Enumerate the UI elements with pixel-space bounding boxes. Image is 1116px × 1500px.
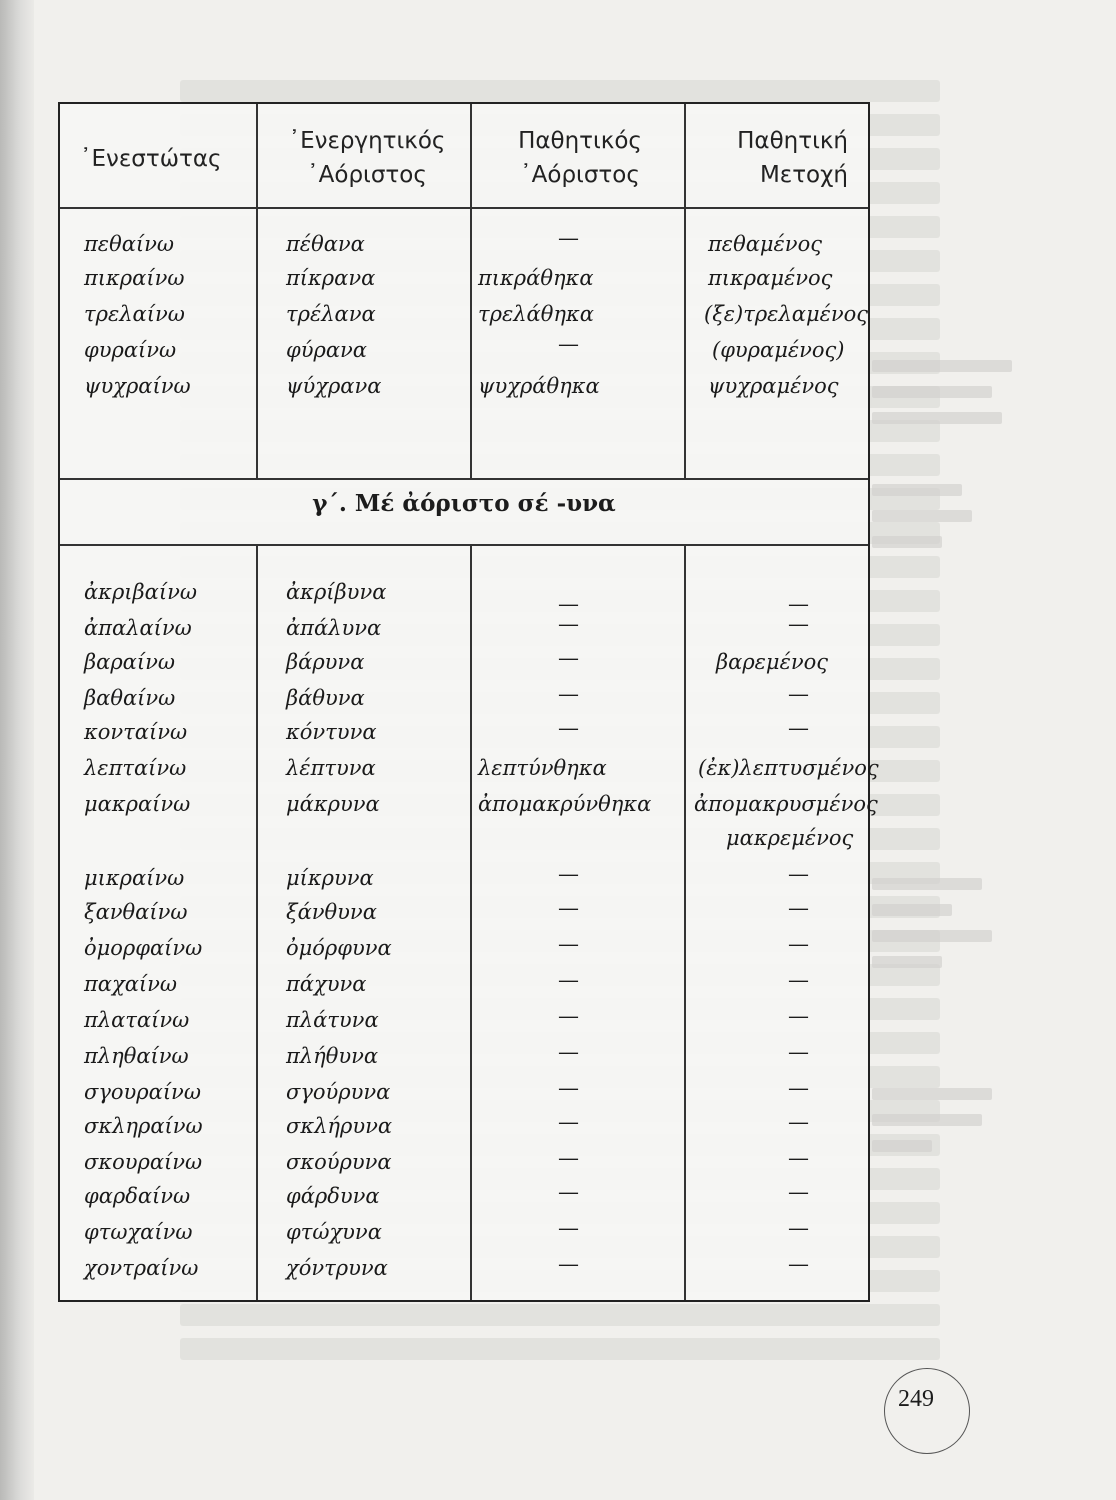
cell-active-aorist: τρέλανα xyxy=(286,302,376,326)
column-divider-1-bottom xyxy=(256,544,258,1300)
cell-passive-participle: — xyxy=(788,1110,809,1134)
cell-active-aorist: πλάτυνα xyxy=(286,1008,379,1032)
cell-active-aorist: πίκρανα xyxy=(286,266,376,290)
cell-passive-participle: — xyxy=(788,862,809,886)
cell-passive-aorist: τρελάθηκα xyxy=(478,302,594,326)
cell-active-aorist: σγούρυνα xyxy=(286,1080,391,1104)
cell-passive-participle: πικραμένος xyxy=(708,266,833,290)
cell-present: πλαταίνω xyxy=(84,1008,190,1032)
bleed-through-margin-notes xyxy=(872,360,1052,1166)
column-divider-2-bottom xyxy=(470,544,472,1300)
cell-active-aorist: κόντυνα xyxy=(286,720,377,744)
cell-active-aorist: σκλήρυνα xyxy=(286,1114,393,1138)
cell-passive-participle: — xyxy=(788,1146,809,1170)
cell-passive-participle: — xyxy=(788,716,809,740)
cell-active-aorist: χόντρυνα xyxy=(286,1256,388,1280)
cell-passive-aorist: — xyxy=(558,332,579,356)
cell-passive-participle: μακρεμένος xyxy=(726,826,854,850)
cell-passive-aorist: — xyxy=(558,968,579,992)
cell-active-aorist: σκούρυνα xyxy=(286,1150,392,1174)
cell-passive-aorist: — xyxy=(558,226,579,250)
verb-conjugation-table xyxy=(58,102,879,1302)
cell-active-aorist: πέθανα xyxy=(286,232,365,256)
cell-passive-participle: — xyxy=(788,932,809,956)
cell-present: ἀκριβαίνω xyxy=(84,580,197,604)
cell-passive-aorist: ψυχράθηκα xyxy=(478,374,600,398)
cell-present: φαρδαίνω xyxy=(84,1184,191,1208)
cell-passive-participle: — xyxy=(788,968,809,992)
cell-present: σκληραίνω xyxy=(84,1114,203,1138)
cell-passive-aorist: — xyxy=(558,1216,579,1240)
cell-present: ἀπαλαίνω xyxy=(84,616,192,640)
cell-passive-participle: — xyxy=(788,592,809,616)
header-passive-aorist: Παθητικός ᾽Αόριστος xyxy=(518,128,642,188)
cell-passive-aorist: — xyxy=(558,1180,579,1204)
cell-active-aorist: φτώχυνα xyxy=(286,1220,382,1244)
cell-present: βαραίνω xyxy=(84,650,175,674)
cell-passive-participle: — xyxy=(788,1004,809,1028)
cell-active-aorist: φύρανα xyxy=(286,338,367,362)
cell-passive-participle: πεθαμένος xyxy=(708,232,822,256)
cell-present: λεπταίνω xyxy=(84,756,187,780)
cell-active-aorist: φάρδυνα xyxy=(286,1184,380,1208)
header-present: ᾽Ενεστώτας xyxy=(80,146,222,172)
header-divider xyxy=(60,207,868,209)
cell-present: σκουραίνω xyxy=(84,1150,203,1174)
cell-passive-participle: — xyxy=(788,896,809,920)
cell-present: μικραίνω xyxy=(84,866,185,890)
cell-passive-participle: — xyxy=(788,1076,809,1100)
cell-passive-aorist: — xyxy=(558,1076,579,1100)
cell-active-aorist: ἀκρίβυνα xyxy=(286,580,387,604)
cell-present: πικραίνω xyxy=(84,266,185,290)
cell-present: πεθαίνω xyxy=(84,232,175,256)
cell-present: ὀμορφαίνω xyxy=(84,936,203,960)
cell-passive-aorist: — xyxy=(558,646,579,670)
cell-active-aorist: ἀπάλυνα xyxy=(286,616,382,640)
cell-passive-aorist: — xyxy=(558,1146,579,1170)
cell-present: σγουραίνω xyxy=(84,1080,201,1104)
cell-passive-participle: (ἐκ)λεπτυσμένος xyxy=(698,756,879,780)
cell-active-aorist: μίκρυνα xyxy=(286,866,374,890)
cell-passive-aorist: — xyxy=(558,1110,579,1134)
cell-passive-participle: (ξε)τρελαμένος xyxy=(704,302,869,326)
cell-passive-aorist: ἀπομακρύνθηκα xyxy=(478,792,652,816)
cell-passive-participle: ἀπομακρυσμένος xyxy=(694,792,878,816)
cell-passive-participle: — xyxy=(788,1216,809,1240)
cell-passive-aorist: πικράθηκα xyxy=(478,266,594,290)
column-divider-3-top xyxy=(684,104,686,478)
cell-active-aorist: μάκρυνα xyxy=(286,792,380,816)
cell-passive-aorist: — xyxy=(558,1040,579,1064)
cell-active-aorist: βάθυνα xyxy=(286,686,365,710)
cell-present: χοντραίνω xyxy=(84,1256,199,1280)
page-number: 249 xyxy=(898,1386,934,1412)
cell-passive-participle: βαρεμένος xyxy=(716,650,829,674)
cell-passive-aorist: — xyxy=(558,682,579,706)
cell-passive-aorist: — xyxy=(558,716,579,740)
cell-passive-participle: — xyxy=(788,1040,809,1064)
cell-passive-participle: (φυραμένος) xyxy=(712,338,845,362)
section-divider-top xyxy=(60,478,868,480)
cell-present: φυραίνω xyxy=(84,338,177,362)
cell-active-aorist: ψύχρανα xyxy=(286,374,382,398)
cell-passive-aorist: — xyxy=(558,862,579,886)
column-divider-1-top xyxy=(256,104,258,478)
cell-passive-aorist: — xyxy=(558,1004,579,1028)
cell-active-aorist: ὀμόρφυνα xyxy=(286,936,392,960)
cell-present: παχαίνω xyxy=(84,972,178,996)
cell-present: τρελαίνω xyxy=(84,302,185,326)
cell-active-aorist: βάρυνα xyxy=(286,650,365,674)
cell-present: πληθαίνω xyxy=(84,1044,189,1068)
column-divider-2-top xyxy=(470,104,472,478)
cell-present: κονταίνω xyxy=(84,720,188,744)
column-divider-3-bottom xyxy=(684,544,686,1300)
section-title: γ΄. Μέ ἀόριστο σέ -υνα xyxy=(312,490,616,517)
book-spine-edge xyxy=(0,0,34,1500)
cell-active-aorist: πάχυνα xyxy=(286,972,367,996)
cell-passive-aorist: — xyxy=(558,896,579,920)
cell-passive-aorist: λεπτύνθηκα xyxy=(478,756,607,780)
cell-present: ξανθαίνω xyxy=(84,900,188,924)
cell-passive-aorist: — xyxy=(558,1252,579,1276)
cell-present: ψυχραίνω xyxy=(84,374,191,398)
cell-passive-aorist: — xyxy=(558,612,579,636)
cell-passive-participle: ψυχραμένος xyxy=(708,374,839,398)
header-passive-participle: Παθητική Μετοχή xyxy=(737,128,848,188)
cell-passive-aorist: — xyxy=(558,592,579,616)
cell-passive-participle: — xyxy=(788,1180,809,1204)
cell-present: βαθαίνω xyxy=(84,686,176,710)
cell-present: μακραίνω xyxy=(84,792,191,816)
cell-passive-participle: — xyxy=(788,612,809,636)
cell-passive-aorist: — xyxy=(558,932,579,956)
cell-passive-participle: — xyxy=(788,682,809,706)
cell-present: φτωχαίνω xyxy=(84,1220,193,1244)
section-divider-bottom xyxy=(60,544,868,546)
cell-passive-participle: — xyxy=(788,1252,809,1276)
cell-active-aorist: ξάνθυνα xyxy=(286,900,377,924)
cell-active-aorist: πλήθυνα xyxy=(286,1044,379,1068)
header-active-aorist: ᾽Ενεργητικός ᾽Αόριστος xyxy=(288,128,446,188)
cell-active-aorist: λέπτυνα xyxy=(286,756,376,780)
